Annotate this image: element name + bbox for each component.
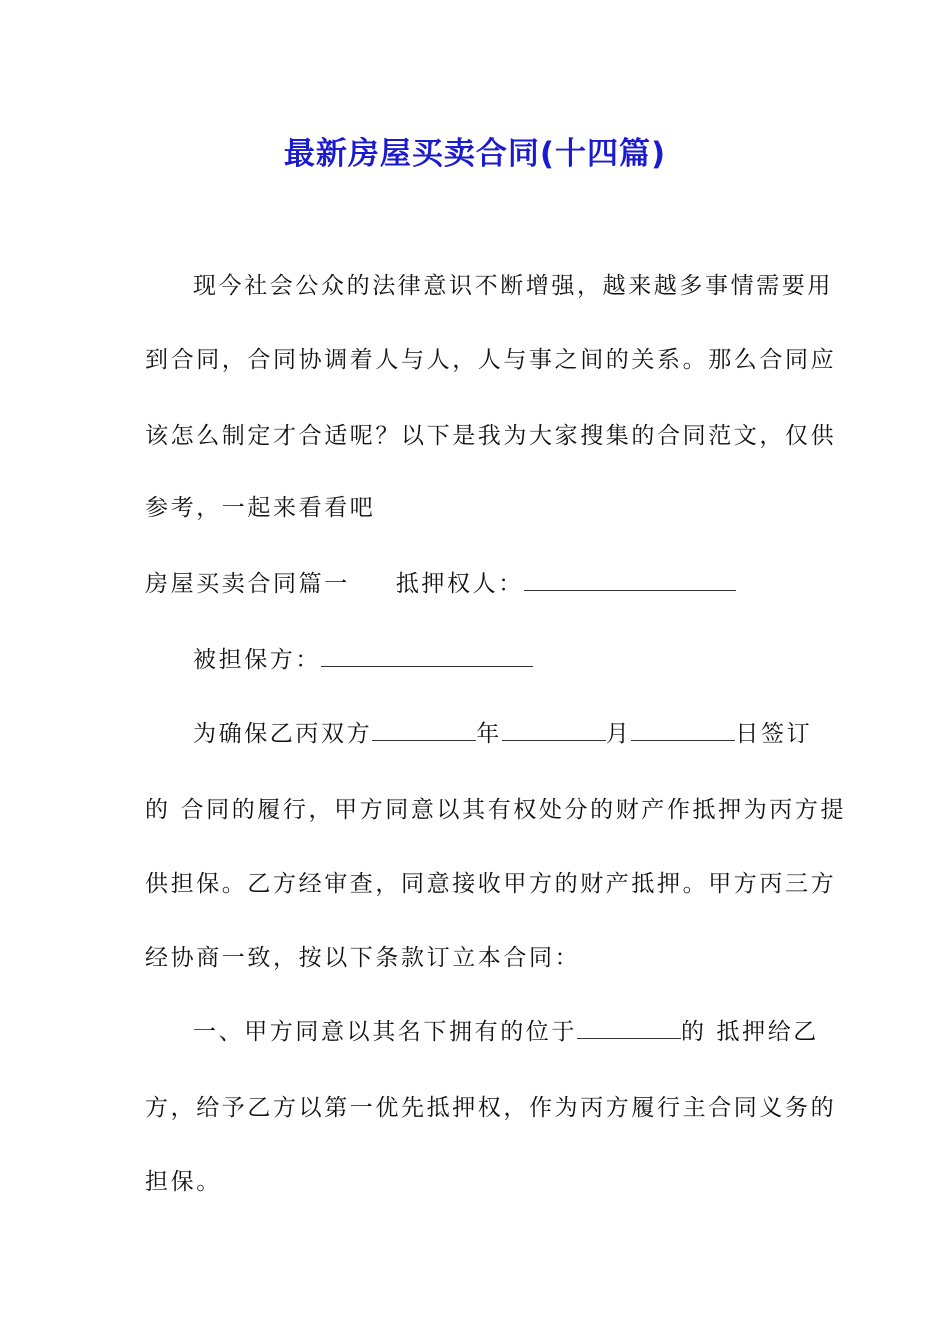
clause1-suffix: 的 抵押给乙 — [681, 1019, 819, 1045]
intro-line-2: 到合同，合同协调着人与人，人与事之间的关系。那么合同应 — [145, 347, 837, 373]
clause1-line-2: 方，给予乙方以第一优先抵押权，作为丙方履行主合同义务的 — [145, 1095, 837, 1121]
year-blank — [372, 720, 476, 741]
month-label: 月 — [605, 721, 632, 747]
month-blank — [502, 720, 606, 741]
year-label: 年 — [476, 721, 502, 747]
section-heading: 房屋买卖合同篇一 — [145, 571, 350, 597]
para1-prefix: 为确保乙丙双方 — [193, 721, 373, 747]
para1-line-3: 供担保。乙方经审查，同意接收甲方的财产抵押。甲方丙三方 — [145, 871, 837, 897]
mortgagee-blank — [524, 570, 736, 591]
guaranteed-row — [193, 644, 858, 676]
intro-line-4: 参考，一起来看看吧 — [145, 495, 376, 521]
day-blank — [631, 720, 735, 741]
clause1-line-3: 担保。 — [145, 1169, 222, 1195]
day-sign-label: 日签订 — [735, 721, 813, 747]
guaranteed-label: 被担保方： — [193, 647, 321, 673]
para1-first-line — [193, 718, 858, 750]
clause1-prefix: 一、甲方同意以其名下拥有的位于 — [193, 1019, 577, 1045]
intro-line-1: 现今社会公众的法律意识不断增强，越来越多事情需要用 — [193, 273, 833, 299]
para1-line-4: 经协商一致，按以下条款订立本合同： — [145, 945, 581, 971]
section-heading-row — [145, 568, 810, 600]
document-title: 最新房屋买卖合同(十四篇) — [283, 136, 667, 172]
para1-line-2: 的 合同的履行，甲方同意以其有权处分的财产作抵押为丙方提 — [145, 797, 847, 823]
guaranteed-blank — [321, 646, 533, 667]
clause1-first-line — [193, 1016, 858, 1048]
intro-line-3: 该怎么制定才合适呢？以下是我为大家搜集的合同范文，仅供 — [145, 423, 837, 449]
mortgagee-label: 抵押权人： — [395, 571, 524, 597]
location-blank — [577, 1018, 681, 1039]
